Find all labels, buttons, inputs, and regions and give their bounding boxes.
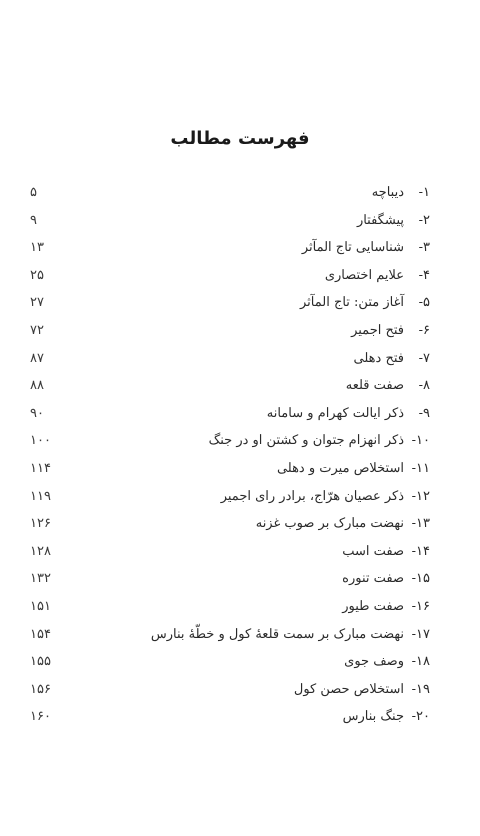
toc-row — [30, 680, 430, 708]
toc-page-number: ۱۱۹ — [30, 488, 51, 504]
toc-entry-title: استخلاص حصن کول — [293, 681, 404, 697]
toc-row — [30, 542, 430, 570]
toc-entry — [221, 487, 430, 507]
toc-entry-number: ۱۴- — [411, 543, 430, 559]
toc-row — [30, 431, 430, 459]
toc-page-number: ۱۳ — [30, 240, 44, 256]
toc-page-number: ۱۵۶ — [30, 681, 51, 697]
toc-entry — [151, 625, 430, 645]
toc-page-number: ۱۳۲ — [30, 571, 51, 587]
toc-row — [30, 487, 430, 515]
toc-entry-number: ۸- — [418, 378, 430, 394]
toc-entry-title: ذکر ایالت کهرام و سامانه — [266, 405, 404, 421]
toc-entry — [346, 376, 430, 396]
toc-entry-title: صفت اسب — [342, 543, 404, 559]
toc-entry-title: علایم اختصاری — [324, 267, 404, 283]
toc-entry-number: ۱۹- — [411, 681, 430, 697]
toc-entry-number: ۷- — [418, 350, 430, 366]
toc-entry — [342, 542, 430, 562]
toc-entry-number: ۱۷- — [411, 626, 430, 642]
toc-entry-title: نهضت مبارک بر سمت قلعهٔ کول و خطّهٔ بنارس — [150, 626, 404, 642]
toc-row — [30, 376, 430, 404]
toc-page-number: ۱۲۸ — [30, 543, 51, 559]
toc-entry — [351, 321, 430, 341]
toc-entry — [209, 431, 430, 451]
toc-entry-title: فتح دهلی — [353, 350, 404, 366]
toc-row — [30, 183, 430, 211]
toc-entry-title: استخلاص میرت و دهلی — [276, 460, 404, 476]
toc-page-number: ۱۵۵ — [30, 654, 51, 670]
toc-entry-title: ذکر انهزام جتوان و کشتن او در جنگ — [208, 433, 404, 449]
toc-entry-number: ۱۸- — [411, 654, 430, 670]
toc-entry — [302, 238, 430, 258]
toc-entry-title: صفت تنوره — [342, 571, 404, 587]
toc-entry-title: دیباچه — [371, 185, 404, 200]
toc-entry — [256, 514, 430, 534]
toc-row — [30, 625, 430, 653]
toc-entry — [342, 597, 430, 617]
toc-row — [30, 349, 430, 377]
toc-row — [30, 238, 430, 266]
toc-entry-title: شناسایی تاج المآثر — [301, 240, 404, 256]
toc-entry-title: وصف جوی — [344, 654, 404, 670]
page-title: فهرست مطالب — [170, 128, 310, 149]
toc-page-number: ۹ — [30, 212, 37, 228]
toc-row — [30, 707, 430, 735]
toc-entry — [300, 293, 430, 313]
toc-row — [30, 652, 430, 680]
toc-page-number: ۵ — [30, 185, 37, 200]
toc-row — [30, 211, 430, 239]
toc-entry-title: نهضت مبارک بر صوب غزنه — [255, 516, 404, 532]
toc-entry — [354, 349, 430, 369]
toc-entry-title: صفت طیور — [342, 598, 404, 614]
toc-entry — [277, 459, 430, 479]
toc-entry — [294, 680, 430, 700]
toc-page-number: ۲۵ — [30, 267, 44, 283]
toc-entry — [342, 569, 430, 589]
toc-entry-title: پیشگفتار — [356, 212, 404, 228]
toc-entry-number: ۱۵- — [411, 571, 430, 587]
toc-entry — [325, 266, 430, 286]
toc-entry-number: ۱۱- — [411, 460, 430, 476]
toc-page-number: ۱۱۴ — [30, 460, 51, 476]
toc-entry-title: فتح اجمیر — [351, 322, 404, 338]
toc-entry-number: ۶- — [418, 322, 430, 338]
toc-page-number: ۱۵۱ — [30, 598, 51, 614]
toc-page-number: ۱۵۴ — [30, 626, 51, 642]
toc-row — [30, 404, 430, 432]
toc-entry-number: ۱- — [418, 185, 430, 200]
toc-row — [30, 597, 430, 625]
toc-entry-number: ۲۰- — [411, 709, 430, 725]
toc-page-number: ۱۶۰ — [30, 709, 51, 725]
toc-row — [30, 459, 430, 487]
toc-entry-title: آغاز متن: تاج المآثر — [299, 295, 404, 311]
toc-entry — [343, 707, 430, 727]
toc-page-number: ۹۰ — [30, 405, 44, 421]
toc-entry-title: صفت قلعه — [345, 378, 404, 394]
toc-entry — [344, 652, 430, 672]
toc-row — [30, 321, 430, 349]
toc-entry — [357, 211, 430, 231]
toc-entry-title: ذکر عصیان هرّاج، برادر رای اجمیر — [220, 488, 404, 504]
toc-entry-number: ۱۲- — [411, 488, 430, 504]
toc-page-number: ۲۷ — [30, 295, 44, 311]
toc-page-number: ۸۸ — [30, 378, 44, 394]
toc-page-number: ۸۷ — [30, 350, 44, 366]
toc-entry-title: جنگ بنارس — [342, 709, 404, 725]
toc-row — [30, 266, 430, 294]
toc-row — [30, 569, 430, 597]
toc-page-number: ۱۰۰ — [30, 433, 51, 449]
toc-entry-number: ۱۰- — [411, 433, 430, 449]
toc-entry-number: ۳- — [418, 240, 430, 256]
toc-entry-number: ۹- — [418, 405, 430, 421]
table-of-contents — [30, 183, 430, 735]
toc-row — [30, 514, 430, 542]
toc-entry — [267, 404, 430, 424]
toc-entry-number: ۵- — [418, 295, 430, 311]
toc-entry-number: ۱۶- — [411, 598, 430, 614]
toc-entry — [372, 183, 430, 203]
toc-entry-number: ۱۳- — [411, 516, 430, 532]
toc-page-number: ۷۲ — [30, 322, 44, 338]
toc-row — [30, 293, 430, 321]
toc-page-number: ۱۲۶ — [30, 516, 51, 532]
toc-entry-number: ۲- — [418, 212, 430, 228]
toc-entry-number: ۴- — [418, 267, 430, 283]
